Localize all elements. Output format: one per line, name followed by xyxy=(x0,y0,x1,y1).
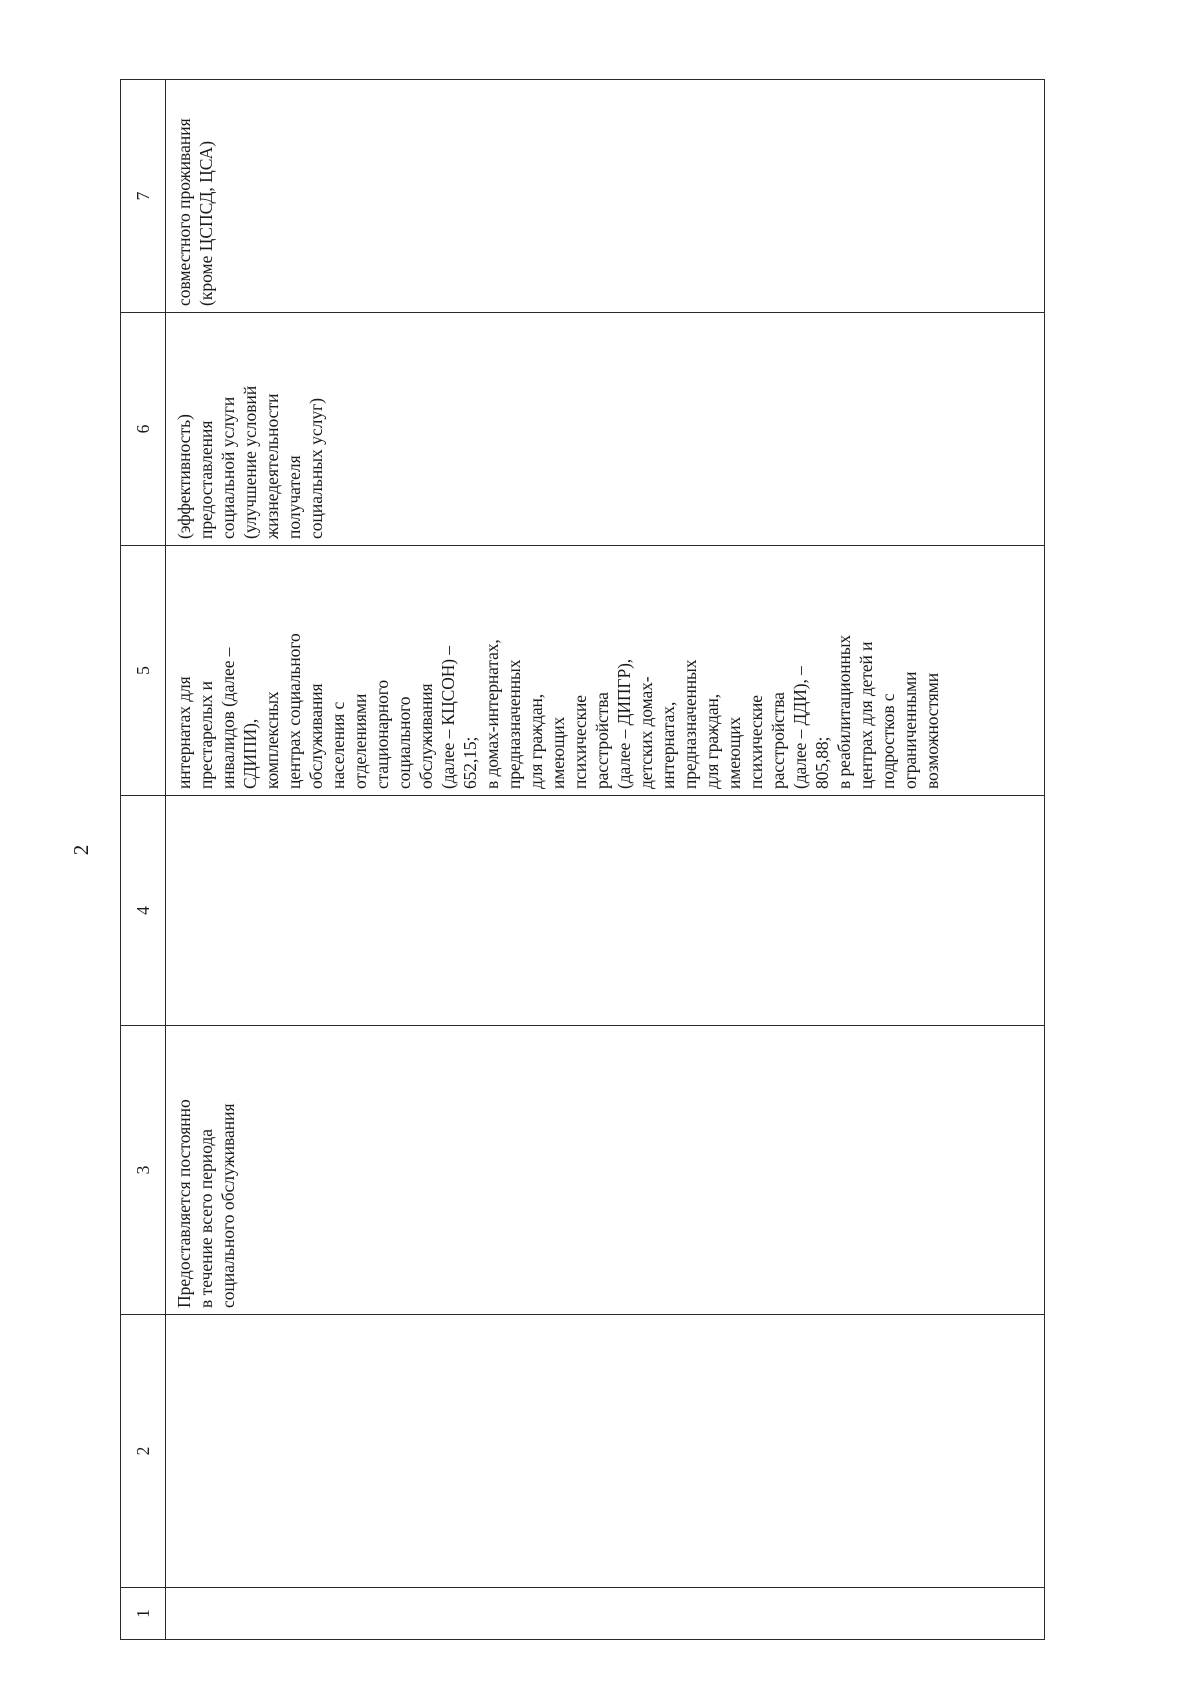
table-row xyxy=(166,80,1045,1640)
column-number-3: 3 xyxy=(121,1026,166,1315)
page-number: 2 xyxy=(69,844,93,856)
column-number-6: 6 xyxy=(121,313,166,546)
services-table xyxy=(120,79,1045,1640)
cell-col-5 xyxy=(166,546,1045,796)
cell-col-7-text: совместного проживания (кроме ЦСПСД, ЦСА) xyxy=(174,118,216,306)
cell-col-3-text: Предоставляется постоянно в течение всего периода социального обслуживания xyxy=(174,1099,238,1308)
cell-col-6 xyxy=(166,313,1045,546)
cell-col-5-text: интернатах для престарелых и инвалидов (далее – СДИПИ), комплексных центрах социального обслуживания населения с отделениями стационарного социального обслуживания (далее – КЦСОН) – 652,15; в домах-интернатах, предназначенных для граждан, имеющих психические расстройства (далее – ДИПГР), детских домах- интернатах, предназначенных для граждан, имеющих психические расстройства (далее – ДДИ), – 805,88; в реабилитационных центрах для детей и подростков с ограниченными возможностями xyxy=(174,633,942,789)
cell-col-3 xyxy=(166,1026,1045,1315)
rotated-table-wrapper xyxy=(120,79,1045,1640)
cell-col-2 xyxy=(166,1315,1045,1588)
column-number-5: 5 xyxy=(121,546,166,796)
cell-col-6-text: (эффективность) предоставления социальной услуги (улучшение условий жизнедеятельности получателя социальных услуг) xyxy=(174,385,326,539)
column-number-row xyxy=(121,80,166,1640)
cell-col-7 xyxy=(166,80,1045,313)
column-number-1: 1 xyxy=(121,1588,166,1640)
column-number-7: 7 xyxy=(121,80,166,313)
cell-col-4 xyxy=(166,796,1045,1026)
column-number-2: 2 xyxy=(121,1315,166,1588)
column-number-4: 4 xyxy=(121,796,166,1026)
cell-col-1 xyxy=(166,1588,1045,1640)
